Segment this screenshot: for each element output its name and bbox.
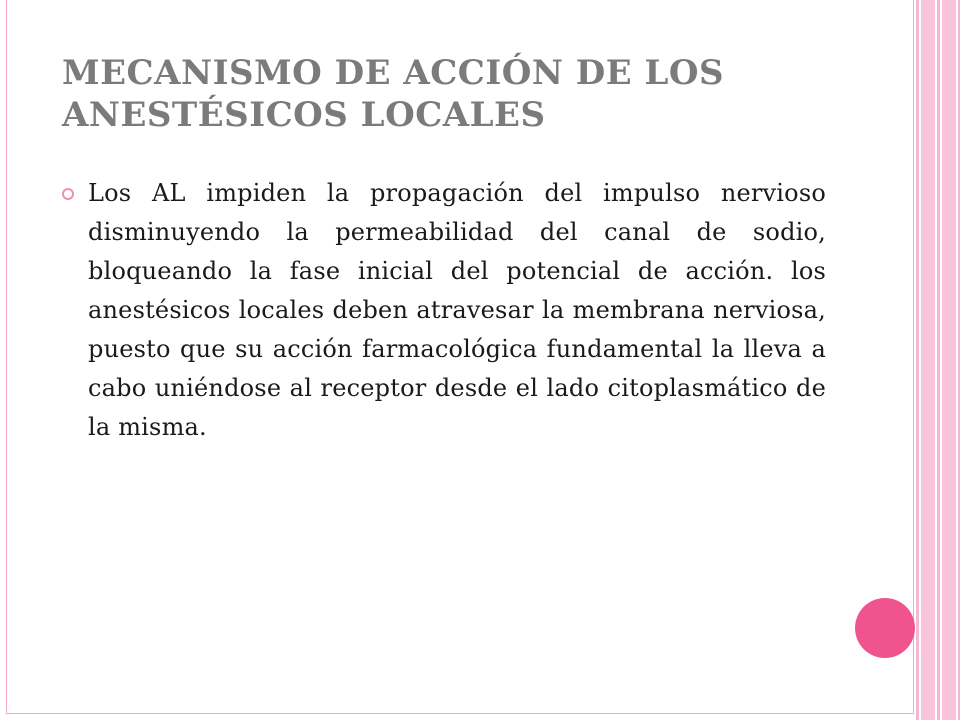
- stripe: [916, 0, 919, 720]
- bullet-text: Los AL impiden la propagación del impulso nervioso disminuyendo la permeabilidad del canal de sodio, bloqueando la fase inicial del potencial de acción. los anestésicos locales deben atravesar la membrana nerviosa, puesto que su acción farmacológica fundamental la lleva a cabo uniéndose al receptor desde el lado citoplasmático de la misma.: [88, 179, 826, 441]
- pink-circle-decoration: [855, 598, 915, 658]
- bullet-item: [62, 174, 826, 447]
- stripe: [937, 0, 940, 720]
- slide-body: [62, 174, 826, 447]
- decorative-stripes: [916, 0, 960, 720]
- ring-bullet-icon: [62, 188, 74, 200]
- slide-title: MECANISMO DE ACCIÓN DE LOS ANESTÉSICOS LOCALES: [62, 53, 725, 135]
- stripe: [921, 0, 935, 720]
- stripe: [942, 0, 956, 720]
